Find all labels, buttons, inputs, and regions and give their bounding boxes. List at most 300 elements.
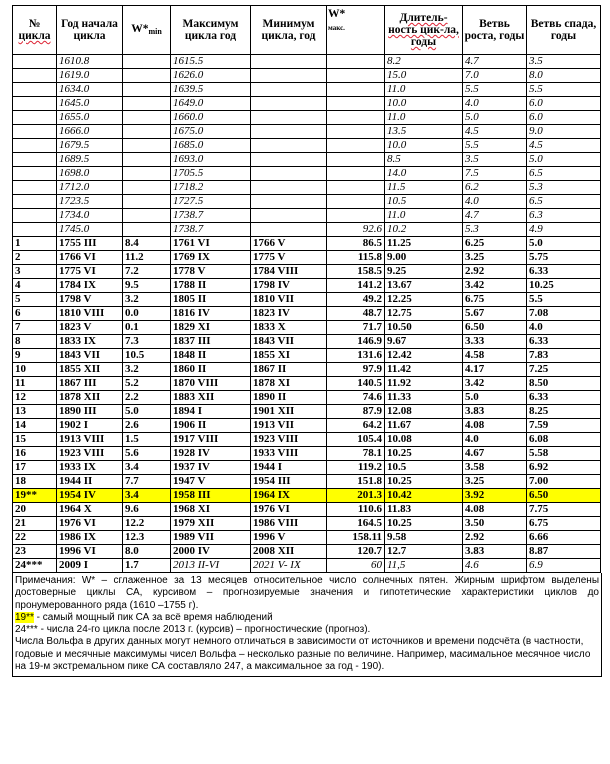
cell-duration: 8.5 [385,153,463,167]
cell-min-year: 1775 V [251,251,327,265]
cell-rise: 6.25 [463,237,527,251]
cell-wmin [123,167,171,181]
cell-fall: 6.33 [527,335,601,349]
cell-rise: 4.0 [463,195,527,209]
cell-year-start: 1976 VI [57,517,123,531]
cell-max-year: 1649.0 [171,97,251,111]
cell-min-year: 1954 III [251,475,327,489]
cell-rise: 3.83 [463,545,527,559]
cell-min-year [251,209,327,223]
cell-max-year: 1660.0 [171,111,251,125]
cell-wmin: 8.0 [123,545,171,559]
cell-year-start: 1775 VI [57,265,123,279]
cell-duration: 12.42 [385,349,463,363]
cell-min-year: 1996 V [251,531,327,545]
cell-wmax: 60 [327,559,385,573]
table-row [13,97,601,111]
cell-year-start: 1734.0 [57,209,123,223]
cell-fall: 3.5 [527,55,601,69]
cell-duration: 10.25 [385,447,463,461]
cell-rise: 5.0 [463,391,527,405]
cell-duration: 10.0 [385,97,463,111]
cell-wmin [123,209,171,223]
header-wmin-main: W* [131,22,149,35]
cell-wmax: 97.9 [327,363,385,377]
cell-rise: 4.0 [463,97,527,111]
table-row [13,55,601,69]
table-row [13,545,601,559]
cell-duration: 11.67 [385,419,463,433]
cell-max-year: 1906 II [171,419,251,433]
cell-duration: 11.0 [385,209,463,223]
cell-duration: 13.5 [385,125,463,139]
cell-cycle-number: 4 [13,279,57,293]
cell-year-start: 1923 VIII [57,447,123,461]
cell-wmax: 146.9 [327,335,385,349]
cell-wmax: 74.6 [327,391,385,405]
cell-min-year: 1923 VIII [251,433,327,447]
cell-min-year [251,111,327,125]
cell-cycle-number: 10 [13,363,57,377]
table-row [13,405,601,419]
cell-wmax [327,125,385,139]
cell-wmax: 87.9 [327,405,385,419]
cell-cycle-number: 18 [13,475,57,489]
table-row [13,153,601,167]
cell-wmin [123,181,171,195]
cell-cycle-number [13,83,57,97]
cell-fall: 6.0 [527,97,601,111]
cell-wmin: 5.2 [123,377,171,391]
cell-duration: 11.42 [385,363,463,377]
cell-duration: 12.75 [385,307,463,321]
cell-duration: 11.25 [385,237,463,251]
table-body [13,55,601,573]
cell-min-year: 1964 IX [251,489,327,503]
cell-wmin: 0.0 [123,307,171,321]
cell-duration: 12.7 [385,545,463,559]
table-row [13,433,601,447]
cell-fall: 7.00 [527,475,601,489]
cell-wmin: 0.1 [123,321,171,335]
cell-fall: 6.08 [527,433,601,447]
cell-max-year: 1788 II [171,279,251,293]
cell-wmin: 2.6 [123,419,171,433]
cell-rise: 6.50 [463,321,527,335]
cell-cycle-number: 14 [13,419,57,433]
cell-wmin: 9.5 [123,279,171,293]
cell-wmin: 2.2 [123,391,171,405]
cell-fall: 4.9 [527,223,601,237]
cell-wmax: 158.11 [327,531,385,545]
cell-wmax: 164.5 [327,517,385,531]
cell-wmax: 110.6 [327,503,385,517]
cell-wmax [327,195,385,209]
cell-wmin: 7.7 [123,475,171,489]
cell-duration: 10.5 [385,195,463,209]
cell-min-year: 1766 V [251,237,327,251]
cell-duration: 9.67 [385,335,463,349]
table-row [13,517,601,531]
cell-max-year: 1769 IX [171,251,251,265]
cell-min-year: 1810 VII [251,293,327,307]
cell-min-year [251,167,327,181]
table-row [13,461,601,475]
cell-max-year: 1860 II [171,363,251,377]
cell-min-year [251,83,327,97]
cell-min-year: 1833 X [251,321,327,335]
cell-cycle-number: 13 [13,405,57,419]
cell-max-year: 1778 V [171,265,251,279]
table-row [13,321,601,335]
cell-cycle-number: 3 [13,265,57,279]
cell-fall: 6.5 [527,195,601,209]
cell-duration: 11.5 [385,181,463,195]
cell-fall: 7.59 [527,419,601,433]
cell-fall: 6.0 [527,111,601,125]
cell-cycle-number: 17 [13,461,57,475]
cell-rise: 2.92 [463,531,527,545]
cell-wmax: 105.4 [327,433,385,447]
header-num-symbol: № [28,18,41,30]
cell-fall: 6.75 [527,517,601,531]
header-wmax-main: W* [328,8,346,20]
table-row [13,209,601,223]
cell-wmin: 7.3 [123,335,171,349]
cell-rise: 3.25 [463,251,527,265]
cell-year-start: 1986 IX [57,531,123,545]
cell-max-year: 2000 IV [171,545,251,559]
header-duration [385,6,463,55]
cell-year-start: 1655.0 [57,111,123,125]
table-row [13,195,601,209]
table-row [13,419,601,433]
cell-cycle-number: 12 [13,391,57,405]
header-wmin-sub: min [148,26,162,36]
cell-wmax [327,181,385,195]
cell-rise: 4.17 [463,363,527,377]
cell-wmin [123,223,171,237]
cell-wmin [123,195,171,209]
cell-year-start: 1745.0 [57,223,123,237]
cell-cycle-number [13,153,57,167]
notes-main: Примечания: W* – сглаженное за 13 месяцев относительное число солнечных пятен. Жирным шрифтом выделены достоверные циклы СА, курсивом – прогнозируемые значения и гипотетические характеристики циклов до пронумерованного ряда (1610 –1755 г). [15,575,599,611]
cell-max-year: 1894 I [171,405,251,419]
cell-duration: 10.2 [385,223,463,237]
table-row [13,111,601,125]
cell-cycle-number [13,139,57,153]
cell-fall: 5.75 [527,251,601,265]
table-row [13,391,601,405]
cell-wmin: 1.5 [123,433,171,447]
cell-rise: 6.2 [463,181,527,195]
cell-wmax [327,83,385,97]
cell-max-year: 1947 V [171,475,251,489]
cell-wmax: 115.8 [327,251,385,265]
cell-fall: 10.25 [527,279,601,293]
cell-cycle-number [13,97,57,111]
cell-min-year [251,153,327,167]
cell-wmax: 49.2 [327,293,385,307]
cell-wmax: 151.8 [327,475,385,489]
cell-rise: 6.75 [463,293,527,307]
cell-year-start: 1634.0 [57,83,123,97]
cell-rise: 4.0 [463,433,527,447]
cell-rise: 3.25 [463,475,527,489]
cell-rise: 5.0 [463,111,527,125]
header-max-year: Максимум цикла год [171,6,251,55]
cell-max-year: 1738.7 [171,209,251,223]
header-rise: Ветвь роста, годы [463,6,527,55]
cell-cycle-number: 9 [13,349,57,363]
cell-wmin: 7.2 [123,265,171,279]
cell-rise: 3.42 [463,377,527,391]
cell-wmin: 1.7 [123,559,171,573]
cell-min-year: 1901 XII [251,405,327,419]
cell-year-start: 1913 VIII [57,433,123,447]
cell-min-year: 1986 VIII [251,517,327,531]
cell-wmax [327,69,385,83]
note-24-text: - числа 24-го цикла после 2013 г. (курсив) – прогностические (прогноз). [37,624,371,636]
cell-duration: 9.25 [385,265,463,279]
cell-year-start: 1996 VI [57,545,123,559]
cell-wmin [123,55,171,69]
cell-wmax: 78.1 [327,447,385,461]
cell-cycle-number: 21 [13,517,57,531]
cell-cycle-number: 23 [13,545,57,559]
cell-max-year: 1718.2 [171,181,251,195]
cell-cycle-number [13,167,57,181]
cell-max-year: 1968 XI [171,503,251,517]
notes-block [12,573,602,677]
cell-fall: 5.5 [527,83,601,97]
cell-max-year: 1837 III [171,335,251,349]
cell-wmax: 201.3 [327,489,385,503]
table-row [13,265,601,279]
table-row [13,237,601,251]
cell-min-year [251,69,327,83]
cell-rise: 3.83 [463,405,527,419]
cell-max-year: 1928 IV [171,447,251,461]
cell-year-start: 1964 X [57,503,123,517]
cell-cycle-number [13,209,57,223]
header-wmax [327,6,385,55]
cell-min-year: 1976 VI [251,503,327,517]
cell-rise: 4.67 [463,447,527,461]
cell-min-year [251,55,327,69]
cell-min-year: 1823 IV [251,307,327,321]
table-row [13,69,601,83]
cell-max-year: 1989 VII [171,531,251,545]
header-wmax-sub: макс. [328,24,345,32]
cell-duration: 11.0 [385,83,463,97]
cell-fall: 5.58 [527,447,601,461]
cell-rise: 5.5 [463,139,527,153]
cell-rise: 7.0 [463,69,527,83]
cell-rise: 7.5 [463,167,527,181]
cell-cycle-number: 7 [13,321,57,335]
cell-fall: 6.33 [527,391,601,405]
cell-rise: 4.5 [463,125,527,139]
cell-wmin: 5.6 [123,447,171,461]
note-19-text: - самый мощный пик СА за всё время наблюдений [33,611,273,623]
cell-fall: 5.5 [527,293,601,307]
cell-cycle-number [13,223,57,237]
cell-duration: 10.25 [385,517,463,531]
cell-fall: 8.50 [527,377,601,391]
cell-wmin [123,111,171,125]
cell-fall: 6.92 [527,461,601,475]
cell-fall: 6.33 [527,265,601,279]
cell-cycle-number: 16 [13,447,57,461]
cell-wmax: 131.6 [327,349,385,363]
cell-wmax [327,167,385,181]
cell-cycle-number [13,69,57,83]
cell-rise: 4.08 [463,503,527,517]
cell-duration: 14.0 [385,167,463,181]
cell-min-year: 1913 VII [251,419,327,433]
cell-wmax: 92.6 [327,223,385,237]
cell-fall: 7.75 [527,503,601,517]
cell-wmax [327,97,385,111]
cell-year-start: 1766 VI [57,251,123,265]
table-row [13,559,601,573]
cell-duration: 11.33 [385,391,463,405]
cell-rise: 5.5 [463,83,527,97]
cell-fall: 6.5 [527,167,601,181]
cell-rise: 4.7 [463,209,527,223]
cell-min-year [251,97,327,111]
cell-wmax: 140.5 [327,377,385,391]
cell-wmin: 9.6 [123,503,171,517]
header-year-start: Год начала цикла [57,6,123,55]
cell-duration: 10.5 [385,461,463,475]
cell-duration: 8.2 [385,55,463,69]
cell-cycle-number [13,111,57,125]
cell-rise: 5.3 [463,223,527,237]
cell-fall: 6.3 [527,209,601,223]
table-row [13,167,601,181]
table-row [13,223,601,237]
note-cycle-19 [15,612,599,624]
cell-min-year: 1843 VII [251,335,327,349]
cell-wmax: 71.7 [327,321,385,335]
cell-duration: 10.50 [385,321,463,335]
table-row [13,181,601,195]
cell-year-start: 1798 V [57,293,123,307]
cell-max-year: 1958 III [171,489,251,503]
cell-cycle-number: 24*** [13,559,57,573]
cell-year-start: 1843 VII [57,349,123,363]
cell-fall: 5.0 [527,153,601,167]
cell-year-start: 1823 V [57,321,123,335]
cell-wmax [327,139,385,153]
cell-cycle-number: 11 [13,377,57,391]
cell-duration: 9.58 [385,531,463,545]
cell-max-year: 1738.7 [171,223,251,237]
cell-wmin [123,83,171,97]
cell-duration: 9.00 [385,251,463,265]
cell-year-start: 1619.0 [57,69,123,83]
cell-duration: 10.0 [385,139,463,153]
cell-wmax: 120.7 [327,545,385,559]
cell-max-year: 1685.0 [171,139,251,153]
cell-rise: 3.50 [463,517,527,531]
cell-year-start: 1645.0 [57,97,123,111]
cell-wmin: 8.4 [123,237,171,251]
cell-rise: 3.58 [463,461,527,475]
header-wmin [123,6,171,55]
cell-cycle-number: 19** [13,489,57,503]
cell-rise: 3.42 [463,279,527,293]
cell-max-year: 1805 II [171,293,251,307]
cell-min-year: 1855 XI [251,349,327,363]
cell-year-start: 1666.0 [57,125,123,139]
cell-wmin: 3.4 [123,461,171,475]
cell-year-start: 1610.8 [57,55,123,69]
cell-duration: 11.92 [385,377,463,391]
cell-min-year [251,223,327,237]
cell-min-year [251,125,327,139]
cell-duration: 10.25 [385,475,463,489]
cell-fall: 4.0 [527,321,601,335]
cell-wmax [327,111,385,125]
cell-min-year: 1933 VIII [251,447,327,461]
cell-max-year: 1626.0 [171,69,251,83]
cell-duration: 12.25 [385,293,463,307]
table-row [13,139,601,153]
cell-fall: 8.25 [527,405,601,419]
cell-year-start: 2009 I [57,559,123,573]
cell-year-start: 1755 III [57,237,123,251]
note-24-mark: 24*** [15,624,38,636]
cell-cycle-number: 5 [13,293,57,307]
cell-wmin [123,153,171,167]
cell-cycle-number: 22 [13,531,57,545]
cell-wmin [123,69,171,83]
cell-year-start: 1784 IX [57,279,123,293]
cell-year-start: 1833 IX [57,335,123,349]
cell-max-year: 1937 IV [171,461,251,475]
cell-max-year: 1615.5 [171,55,251,69]
cell-year-start: 1689.5 [57,153,123,167]
cell-max-year: 1883 XII [171,391,251,405]
cell-wmax: 141.2 [327,279,385,293]
cell-duration: 12.08 [385,405,463,419]
cell-wmax: 64.2 [327,419,385,433]
cell-cycle-number: 20 [13,503,57,517]
cell-fall: 9.0 [527,125,601,139]
cell-wmin [123,125,171,139]
cell-wmax [327,209,385,223]
cell-max-year: 1917 VIII [171,433,251,447]
notes-extra: Числа Вольфа в других данных могут немного отличаться в зависимости от источников и времени подсчёта (в частности, годовые и месячные максимумы чисел Вольфа – несколько разные по величине. Например, масимальное месячное число на 19-м экстремальном пике СА составляло 247, а максимальное за год - 190). [15,636,591,673]
cell-fall: 8.0 [527,69,601,83]
table-row [13,475,601,489]
cell-cycle-number: 8 [13,335,57,349]
cell-min-year: 1878 XI [251,377,327,391]
header-duration-text: Длитель-ность цик-ла, годы [388,12,459,48]
cell-year-start: 1810 VIII [57,307,123,321]
cell-year-start: 1902 I [57,419,123,433]
cell-wmin: 12.2 [123,517,171,531]
cell-year-start: 1890 III [57,405,123,419]
table-row [13,363,601,377]
table-row [13,377,601,391]
cell-fall: 5.3 [527,181,601,195]
cell-rise: 3.5 [463,153,527,167]
cell-min-year [251,195,327,209]
